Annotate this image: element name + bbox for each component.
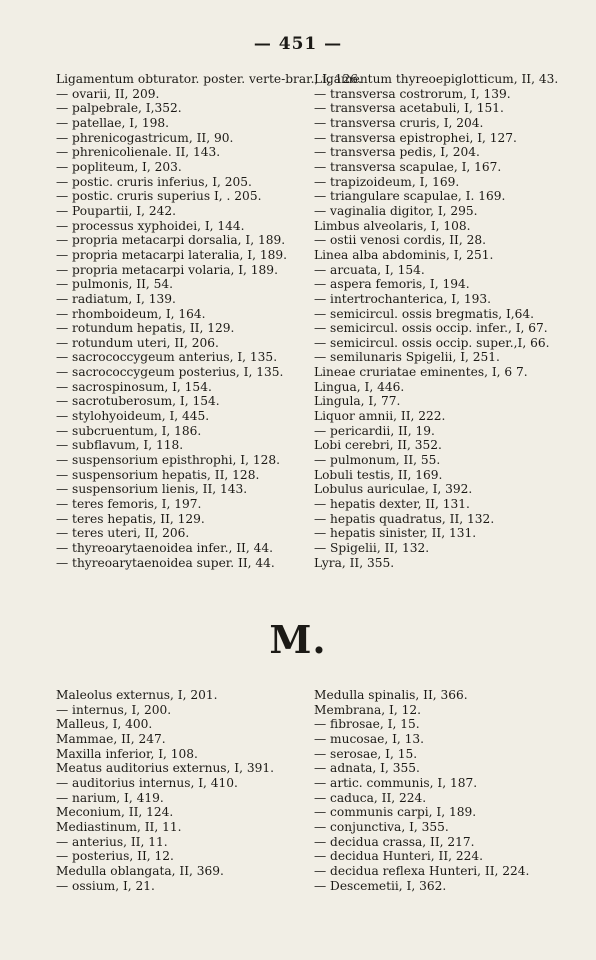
index-entry: Lingua, I, 446.	[314, 379, 405, 394]
index-entry: — hepatis sinister, II, 131.	[314, 526, 477, 541]
index-column-top-right	[314, 72, 572, 570]
section-letter-heading: M.	[269, 617, 327, 662]
index-entry: Meconium, II, 124.	[56, 805, 174, 820]
index-entry: — popliteum, I, 203.	[56, 159, 182, 174]
index-entry: Limbus alveolaris, I, 108.	[314, 218, 471, 233]
index-entry: — semicircul. ossis occip. super.,I, 66.	[314, 335, 550, 350]
index-entry: — transversa epistrophei, I, 127.	[314, 130, 517, 145]
page-number: — 451 —	[253, 34, 343, 54]
index-entry: — decidua Hunteri, II, 224.	[314, 849, 484, 864]
index-entry: — phrenicogastricum, II, 90.	[56, 130, 234, 145]
index-entry: — anterius, II, 11.	[56, 834, 168, 849]
index-entry: — intertrochanterica, I, 193.	[314, 291, 491, 306]
index-entry: — postic. cruris inferius, I, 205.	[56, 174, 252, 189]
index-entry: — aspera femoris, I, 194.	[314, 277, 470, 292]
index-entry: — Spigelii, II, 132.	[314, 541, 430, 555]
index-entry: — patellae, I, 198.	[56, 115, 169, 130]
index-entry: — subflavum, I, 118.	[56, 438, 184, 453]
index-entry: — semicircul. ossis bregmatis, I,64.	[314, 306, 535, 321]
index-entry: Mammae, II, 247.	[56, 731, 166, 746]
index-entry: — caduca, II, 224.	[314, 790, 427, 805]
index-entry: Mediastinum, II, 11.	[56, 819, 182, 834]
index-entry: Medulla spinalis, II, 366.	[314, 688, 468, 702]
index-entry: — arcuata, I, 154.	[314, 262, 425, 277]
index-entry: — transversa costrorum, I, 139.	[314, 86, 511, 101]
index-entry: Malleus, I, 400.	[56, 717, 153, 732]
index-entry: Lobulus auriculae, I, 392.	[314, 482, 473, 497]
index-entry: — sacrococcygeum anterius, I, 135.	[56, 350, 278, 365]
index-entry: — sacrospinosum, I, 154.	[56, 379, 212, 394]
index-entry: — suspensorium hepatis, II, 128.	[56, 467, 260, 482]
index-entry: — serosae, I, 15.	[314, 746, 418, 761]
index-entry: — pulmonis, II, 54.	[56, 277, 174, 292]
index-entry: — ostii venosi cordis, II, 28.	[314, 233, 486, 248]
index-entry: — semilunaris Spigelii, I, 251.	[314, 350, 500, 365]
index-entry: Lingula, I, 77.	[314, 394, 401, 409]
index-entry: Maxilla inferior, I, 108.	[56, 746, 198, 761]
index-column-bottom-right	[314, 688, 572, 893]
index-entry: Meatus auditorius externus, I, 391.	[56, 761, 275, 776]
index-entry: — hepatis quadratus, II, 132.	[314, 511, 495, 526]
index-entry: — thyreoarytaenoidea infer., II, 44.	[56, 541, 273, 555]
index-entry: Ligamentum obturator. poster. verte-brar., I, 126.	[56, 72, 362, 86]
index-entry: — adnata, I, 355.	[314, 761, 420, 776]
index-entry: — triangulare scapulae, I. 169.	[314, 189, 506, 204]
index-entry: — sacrotuberosum, I, 154.	[56, 394, 220, 409]
index-entry: — suspensorium lienis, II, 143.	[56, 482, 248, 497]
index-entry: — conjunctiva, I, 355.	[314, 819, 449, 834]
index-entry: Membrana, I, 12.	[314, 702, 421, 717]
index-entry: — thyreoarytaenoidea super. II, 44.	[56, 555, 275, 570]
index-entry: — Descemetii, I, 362.	[314, 878, 447, 893]
index-entry: — pulmonum, II, 55.	[314, 453, 441, 468]
index-entry: — pericardii, II, 19.	[314, 423, 435, 438]
index-entry: Lyra, II, 355.	[314, 555, 395, 570]
index-entry: — radiatum, I, 139.	[56, 291, 176, 306]
index-entry: Lobuli testis, II, 169.	[314, 467, 443, 482]
index-entry: — internus, I, 200.	[56, 702, 172, 717]
index-entry: — teres hepatis, II, 129.	[56, 511, 205, 526]
index-entry: — semicircul. ossis occip. infer., I, 67.	[314, 321, 548, 336]
index-entry: Liquor amnii, II, 222.	[314, 409, 446, 424]
index-entry: — fibrosae, I, 15.	[314, 717, 420, 732]
index-entry: Medulla oblangata, II, 369.	[56, 863, 224, 878]
index-entry: — sacrococcygeum posterius, I, 135.	[56, 365, 284, 380]
index-entry: — hepatis dexter, II, 131.	[314, 497, 470, 512]
index-entry: — propria metacarpi dorsalia, I, 189.	[56, 233, 286, 248]
index-entry: — subcruentum, I, 186.	[56, 423, 202, 438]
index-entry: — ossium, I, 21.	[56, 878, 155, 893]
index-entry: — teres uteri, II, 206.	[56, 526, 190, 541]
index-entry: Maleolus externus, I, 201.	[56, 688, 218, 702]
index-entry: — decidua crassa, II, 217.	[314, 834, 475, 849]
index-entry: — mucosae, I, 13.	[314, 731, 425, 746]
index-entry: — teres femoris, I, 197.	[56, 497, 202, 512]
index-entry: — transversa acetabuli, I, 151.	[314, 101, 504, 116]
index-entry: — transversa pedis, I, 204.	[314, 145, 480, 160]
index-entry: — transversa scapulae, I, 167.	[314, 159, 502, 174]
index-entry: — rotundum hepatis, II, 129.	[56, 321, 235, 336]
index-entry: — rotundum uteri, II, 206.	[56, 335, 219, 350]
index-entry: — propria metacarpi lateralia, I, 189.	[56, 247, 287, 262]
index-entry: — auditorius internus, I, 410.	[56, 775, 238, 790]
index-entry: — rhomboideum, I, 164.	[56, 306, 206, 321]
index-entry: — ovarii, II, 209.	[56, 86, 160, 101]
index-entry: Linea alba abdominis, I, 251.	[314, 247, 494, 262]
index-entry: — trapizoideum, I, 169.	[314, 174, 460, 189]
index-entry: — phrenicolienale. II, 143.	[56, 145, 221, 160]
index-entry: — propria metacarpi volaria, I, 189.	[56, 262, 278, 277]
index-entry: — stylohyoideum, I, 445.	[56, 409, 210, 424]
index-entry: Lobi cerebri, II, 352.	[314, 438, 442, 453]
index-entry: — postic. cruris superius I, . 205.	[56, 189, 262, 204]
index-entry: — suspensorium episthrophi, I, 128.	[56, 453, 280, 468]
index-entry: Lineae cruriatae eminentes, I, 6 7.	[314, 365, 528, 380]
index-entry: — decidua reflexa Hunteri, II, 224.	[314, 863, 530, 878]
index-entry: Ligamentum thyreoepiglotticum, II, 43.	[314, 72, 559, 86]
index-entry: — narium, I, 419.	[56, 790, 164, 805]
index-entry: — processus xyphoidei, I, 144.	[56, 218, 245, 233]
index-entry: — palpebrale, I,352.	[56, 101, 182, 116]
index-entry: — vaginalia digitor, I, 295.	[314, 203, 478, 218]
index-entry: — communis carpi, I, 189.	[314, 805, 477, 820]
index-entry: — Poupartii, I, 242.	[56, 203, 176, 218]
index-entry: — artic. communis, I, 187.	[314, 775, 478, 790]
index-column-bottom-left	[56, 688, 308, 893]
index-entry: — posterius, II, 12.	[56, 849, 174, 864]
index-entry: — transversa cruris, I, 204.	[314, 115, 484, 130]
